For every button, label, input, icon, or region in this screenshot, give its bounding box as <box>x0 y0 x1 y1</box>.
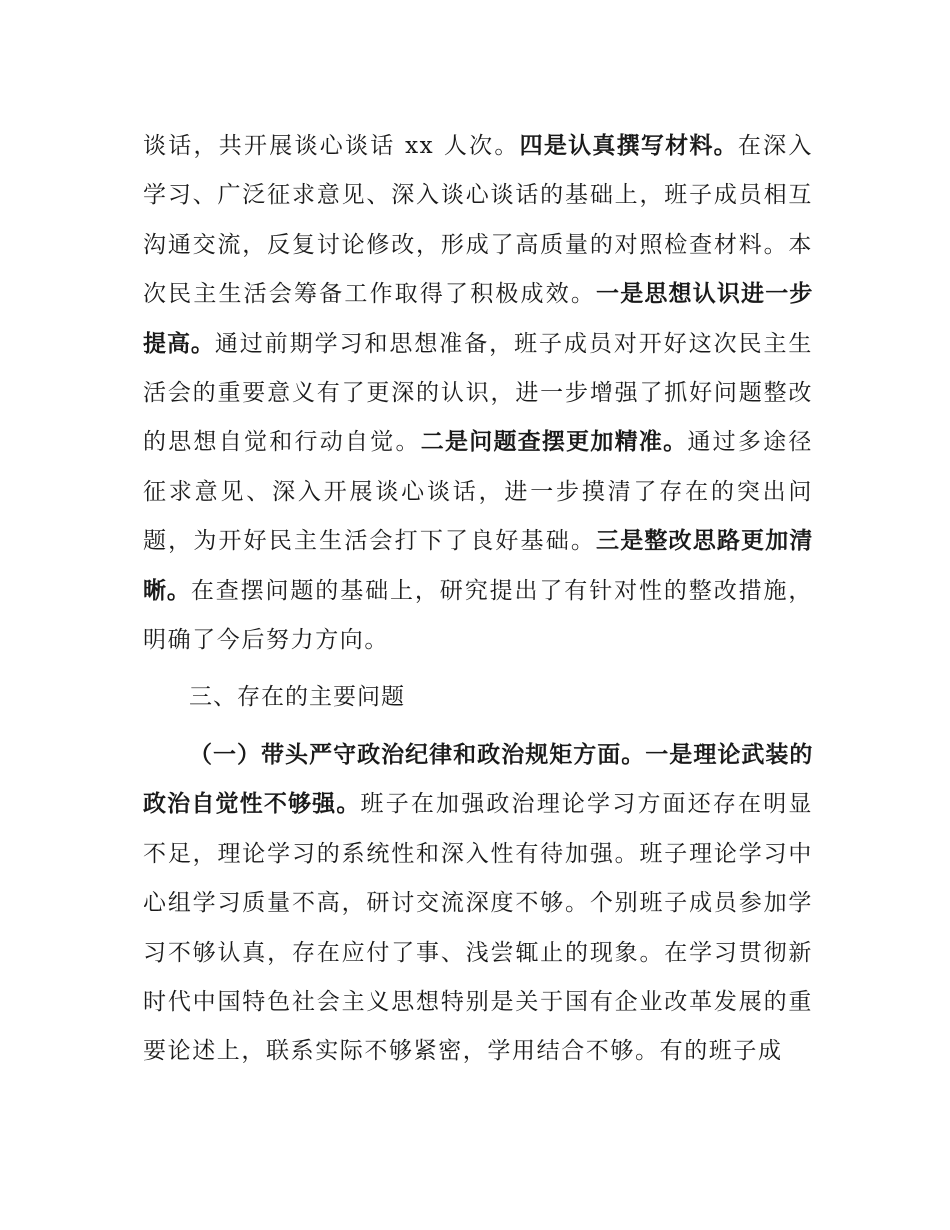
text-run: 在深入学习、广泛征求意见、深入谈心谈话的基础上，班子成员相互沟通交流，反复讨论修改，形成了高质量的对照检查材料。本次民主生活会筹备工作取得了积极成效。 <box>143 133 813 308</box>
bold-point-three: 三是整改思路更加清晰。 <box>143 528 813 604</box>
text-run: 谈话，共开展谈心谈话 xx 人次。 <box>143 133 520 159</box>
section-heading: 三、存在的主要问题 <box>189 684 405 711</box>
bold-point-one: 一是思想认识进一步提高。 <box>143 281 813 357</box>
paragraph-main-problems <box>143 731 813 1077</box>
document-body <box>143 122 813 1077</box>
text-run: 在查摆问题的基础上，研究提出了有针对性的整改措施，明确了今后努力方向。 <box>143 577 814 654</box>
text-run: 班子在加强政治理论学习方面还存在明显不足，理论学习的系统性和深入性有待加强。班子理论学习中心组学习质量不高，研讨交流深度不够。个别班子成员参加学习不够认真，存在应付了事、浅尝辄止的现象。在学习贯彻新时代中国特色社会主义思想特别是关于国有企业改革发展的重要论述上，联系实际不够紧密，学用结合不够。有的班子成 <box>143 791 813 1065</box>
bold-point-two: 二是问题查摆更加精准。 <box>420 429 688 456</box>
bold-point-four: 四是认真撰写材料。 <box>519 133 738 159</box>
bold-subsection-title: （一）带头严守政治纪律和政治规矩方面。一是理论武装的政治自觉性不够强。 <box>143 741 813 818</box>
text-run: 通过多途径征求意见、深入开展谈心谈话，进一步摸清了存在的突出问题，为开好民主生活会打下了良好基础。 <box>143 429 813 555</box>
paragraph-preparation-results <box>143 122 813 665</box>
text-run: 通过前期学习和思想准备，班子成员对开好这次民主生活会的重要意义有了更深的认识，进一步增强了抓好问题整改的思想自觉和行动自觉。 <box>143 330 813 456</box>
